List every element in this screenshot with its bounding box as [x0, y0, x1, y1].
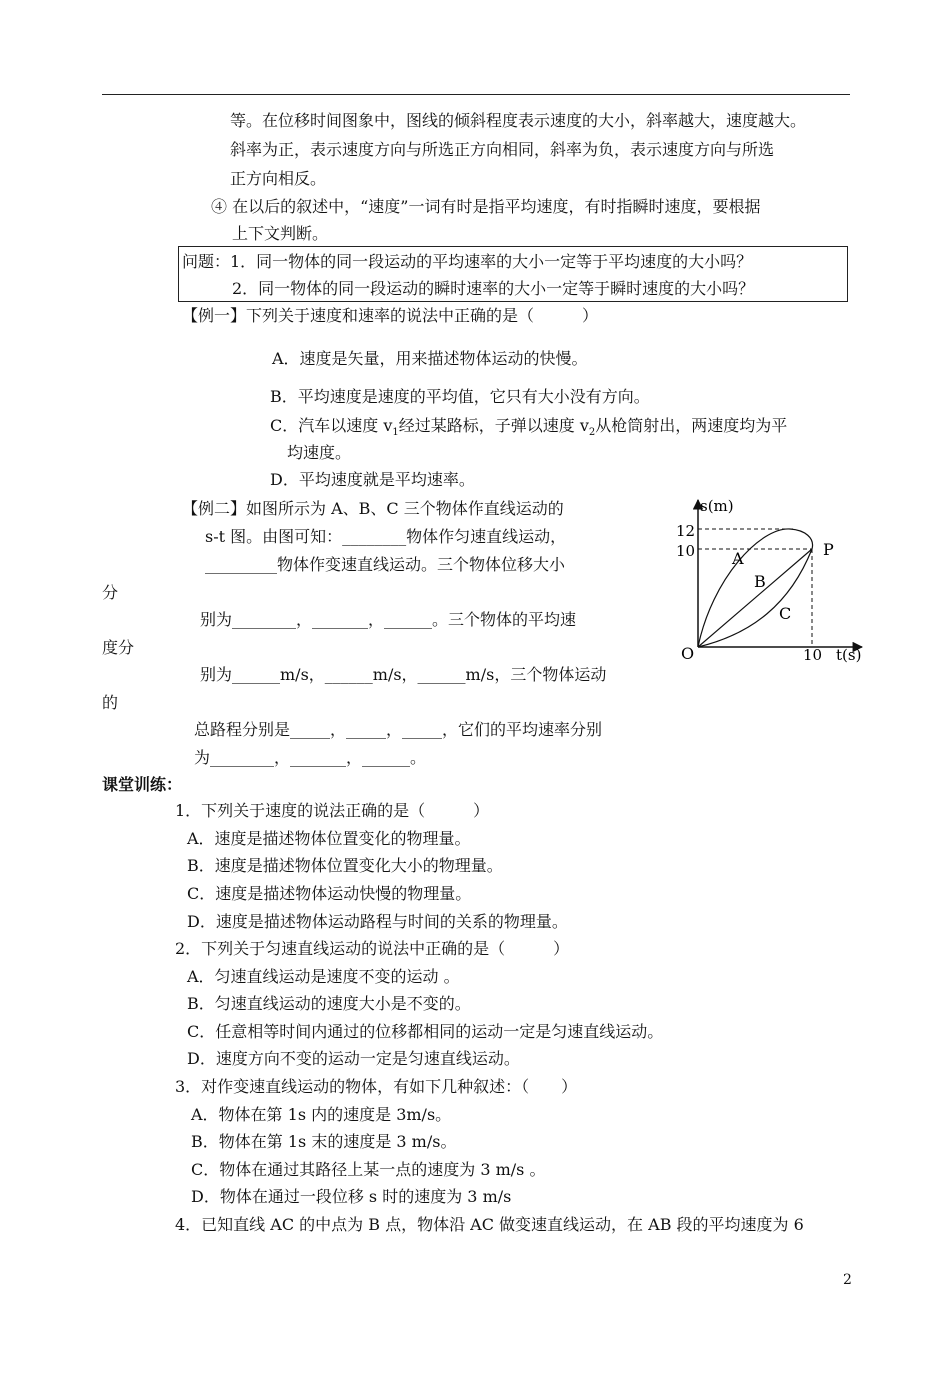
practice-q1-stem: 1．下列关于速度的说法正确的是（ ） — [175, 801, 490, 820]
practice-q3-b: B．物体在第 1s 末的速度是 3 m/s。 — [191, 1132, 457, 1151]
y-tick-12: 12 — [676, 522, 696, 540]
header-rule — [102, 94, 850, 95]
paragraph-line: 等。在位移时间图象中，图线的倾斜程度表示速度的大小，斜率越大，速度越大。 — [230, 111, 807, 130]
x-tick-10: 10 — [803, 646, 823, 664]
example-2-line: 别为________，_______，______。三个物体的平均速 — [200, 610, 577, 629]
example-2-line: 【例二】如图所示为 A、B、C 三个物体作直线运动的 — [182, 499, 564, 518]
practice-q2-d: D．速度方向不变的运动一定是匀速直线运动。 — [187, 1049, 520, 1068]
st-graph — [672, 494, 868, 670]
option-c-text: C．汽车以速度 v — [270, 416, 393, 435]
subscript: 2 — [588, 427, 596, 439]
example-2-wrap: 的 — [102, 693, 119, 712]
example-2-line: 别为______m/s，______m/s，______m/s，三个物体运动 — [200, 665, 607, 684]
note-line: ④ 在以后的叙述中，“速度”一词有时是指平均速度，有时指瞬时速度，要根据 — [211, 197, 761, 216]
curve-c-label: C — [779, 604, 792, 623]
practice-q3-stem: 3．对作变速直线运动的物体，有如下几种叙述：（ ） — [175, 1077, 578, 1096]
option-c-text: 经过某路标，子弹以速度 v — [398, 416, 589, 435]
example-2-wrap: 分 — [102, 583, 119, 602]
option-c-line2: 均速度。 — [287, 443, 352, 462]
option-b: B．平均速度是速度的平均值，它只有大小没有方向。 — [270, 387, 650, 406]
option-a: A．速度是矢量，用来描述物体运动的快慢。 — [272, 349, 588, 368]
practice-q2-b: B．匀速直线运动的速度大小是不变的。 — [187, 994, 471, 1013]
practice-q3-a: A．物体在第 1s 内的速度是 3m/s。 — [191, 1105, 452, 1124]
practice-q2-c: C．任意相等时间内通过的位移都相同的运动一定是匀速直线运动。 — [187, 1022, 664, 1041]
practice-q3-d: D．物体在通过一段位移 s 时的速度为 3 m/s — [191, 1187, 512, 1206]
practice-q1-b: B．速度是描述物体位置变化大小的物理量。 — [187, 856, 503, 875]
page-number: 2 — [843, 1272, 852, 1288]
question-2: 2．同一物体的同一段运动的瞬时速率的大小一定等于瞬时速度的大小吗？ — [232, 279, 755, 298]
point-p-label: P — [823, 540, 834, 559]
practice-q2-a: A．匀速直线运动是速度不变的运动 。 — [187, 967, 460, 986]
y-axis-label: s(m) — [700, 497, 734, 515]
origin-label: O — [681, 644, 695, 663]
practice-q4-stem: 4．已知直线 AC 的中点为 B 点，物体沿 AC 做变速直线运动，在 AB 段的平均速度为 6 — [175, 1215, 804, 1234]
practice-q3-c: C．物体在通过其路径上某一点的速度为 3 m/s 。 — [191, 1160, 546, 1179]
question-1: 问题：1．同一物体的同一段运动的平均速率的大小一定等于平均速度的大小吗？ — [182, 252, 753, 271]
note-line: 上下文判断。 — [232, 224, 329, 243]
example-2-line: 为________，_______，______。 — [194, 748, 427, 767]
example-2-line: s-t 图。由图可知：________物体作匀速直线运动， — [205, 527, 567, 546]
practice-heading: 课堂训练： — [102, 775, 183, 794]
example-2-line: 总路程分别是_____，_____，_____，它们的平均速率分别 — [194, 720, 603, 739]
subscript: 1 — [392, 427, 399, 439]
option-c-text: 从枪筒射出，两速度均为平 — [595, 416, 788, 435]
practice-q1-a: A．速度是描述物体位置变化的物理量。 — [187, 829, 471, 848]
paragraph-line: 斜率为正，表示速度方向与所选正方向相同，斜率为负，表示速度方向与所选 — [230, 140, 775, 159]
option-c — [270, 416, 787, 443]
y-tick-10: 10 — [676, 542, 696, 560]
practice-q1-c: C．速度是描述物体运动快慢的物理量。 — [187, 884, 472, 903]
example-2-line: _________物体作变速直线运动。三个物体位移大小 — [205, 555, 566, 574]
example-2-wrap: 度分 — [102, 638, 135, 657]
curve-b-label: B — [754, 572, 766, 591]
practice-q1-d: D．速度是描述物体运动路程与时间的关系的物理量。 — [187, 912, 568, 931]
x-axis-label: t(s) — [836, 646, 862, 664]
example-1-stem: 【例一】下列关于速度和速率的说法中正确的是（ ） — [182, 306, 599, 325]
practice-q2-stem: 2．下列关于匀速直线运动的说法中正确的是（ ） — [175, 939, 570, 958]
curve-a-label: A — [732, 549, 744, 568]
option-d: D．平均速度就是平均速率。 — [270, 470, 475, 489]
paragraph-line: 正方向相反。 — [230, 169, 327, 188]
